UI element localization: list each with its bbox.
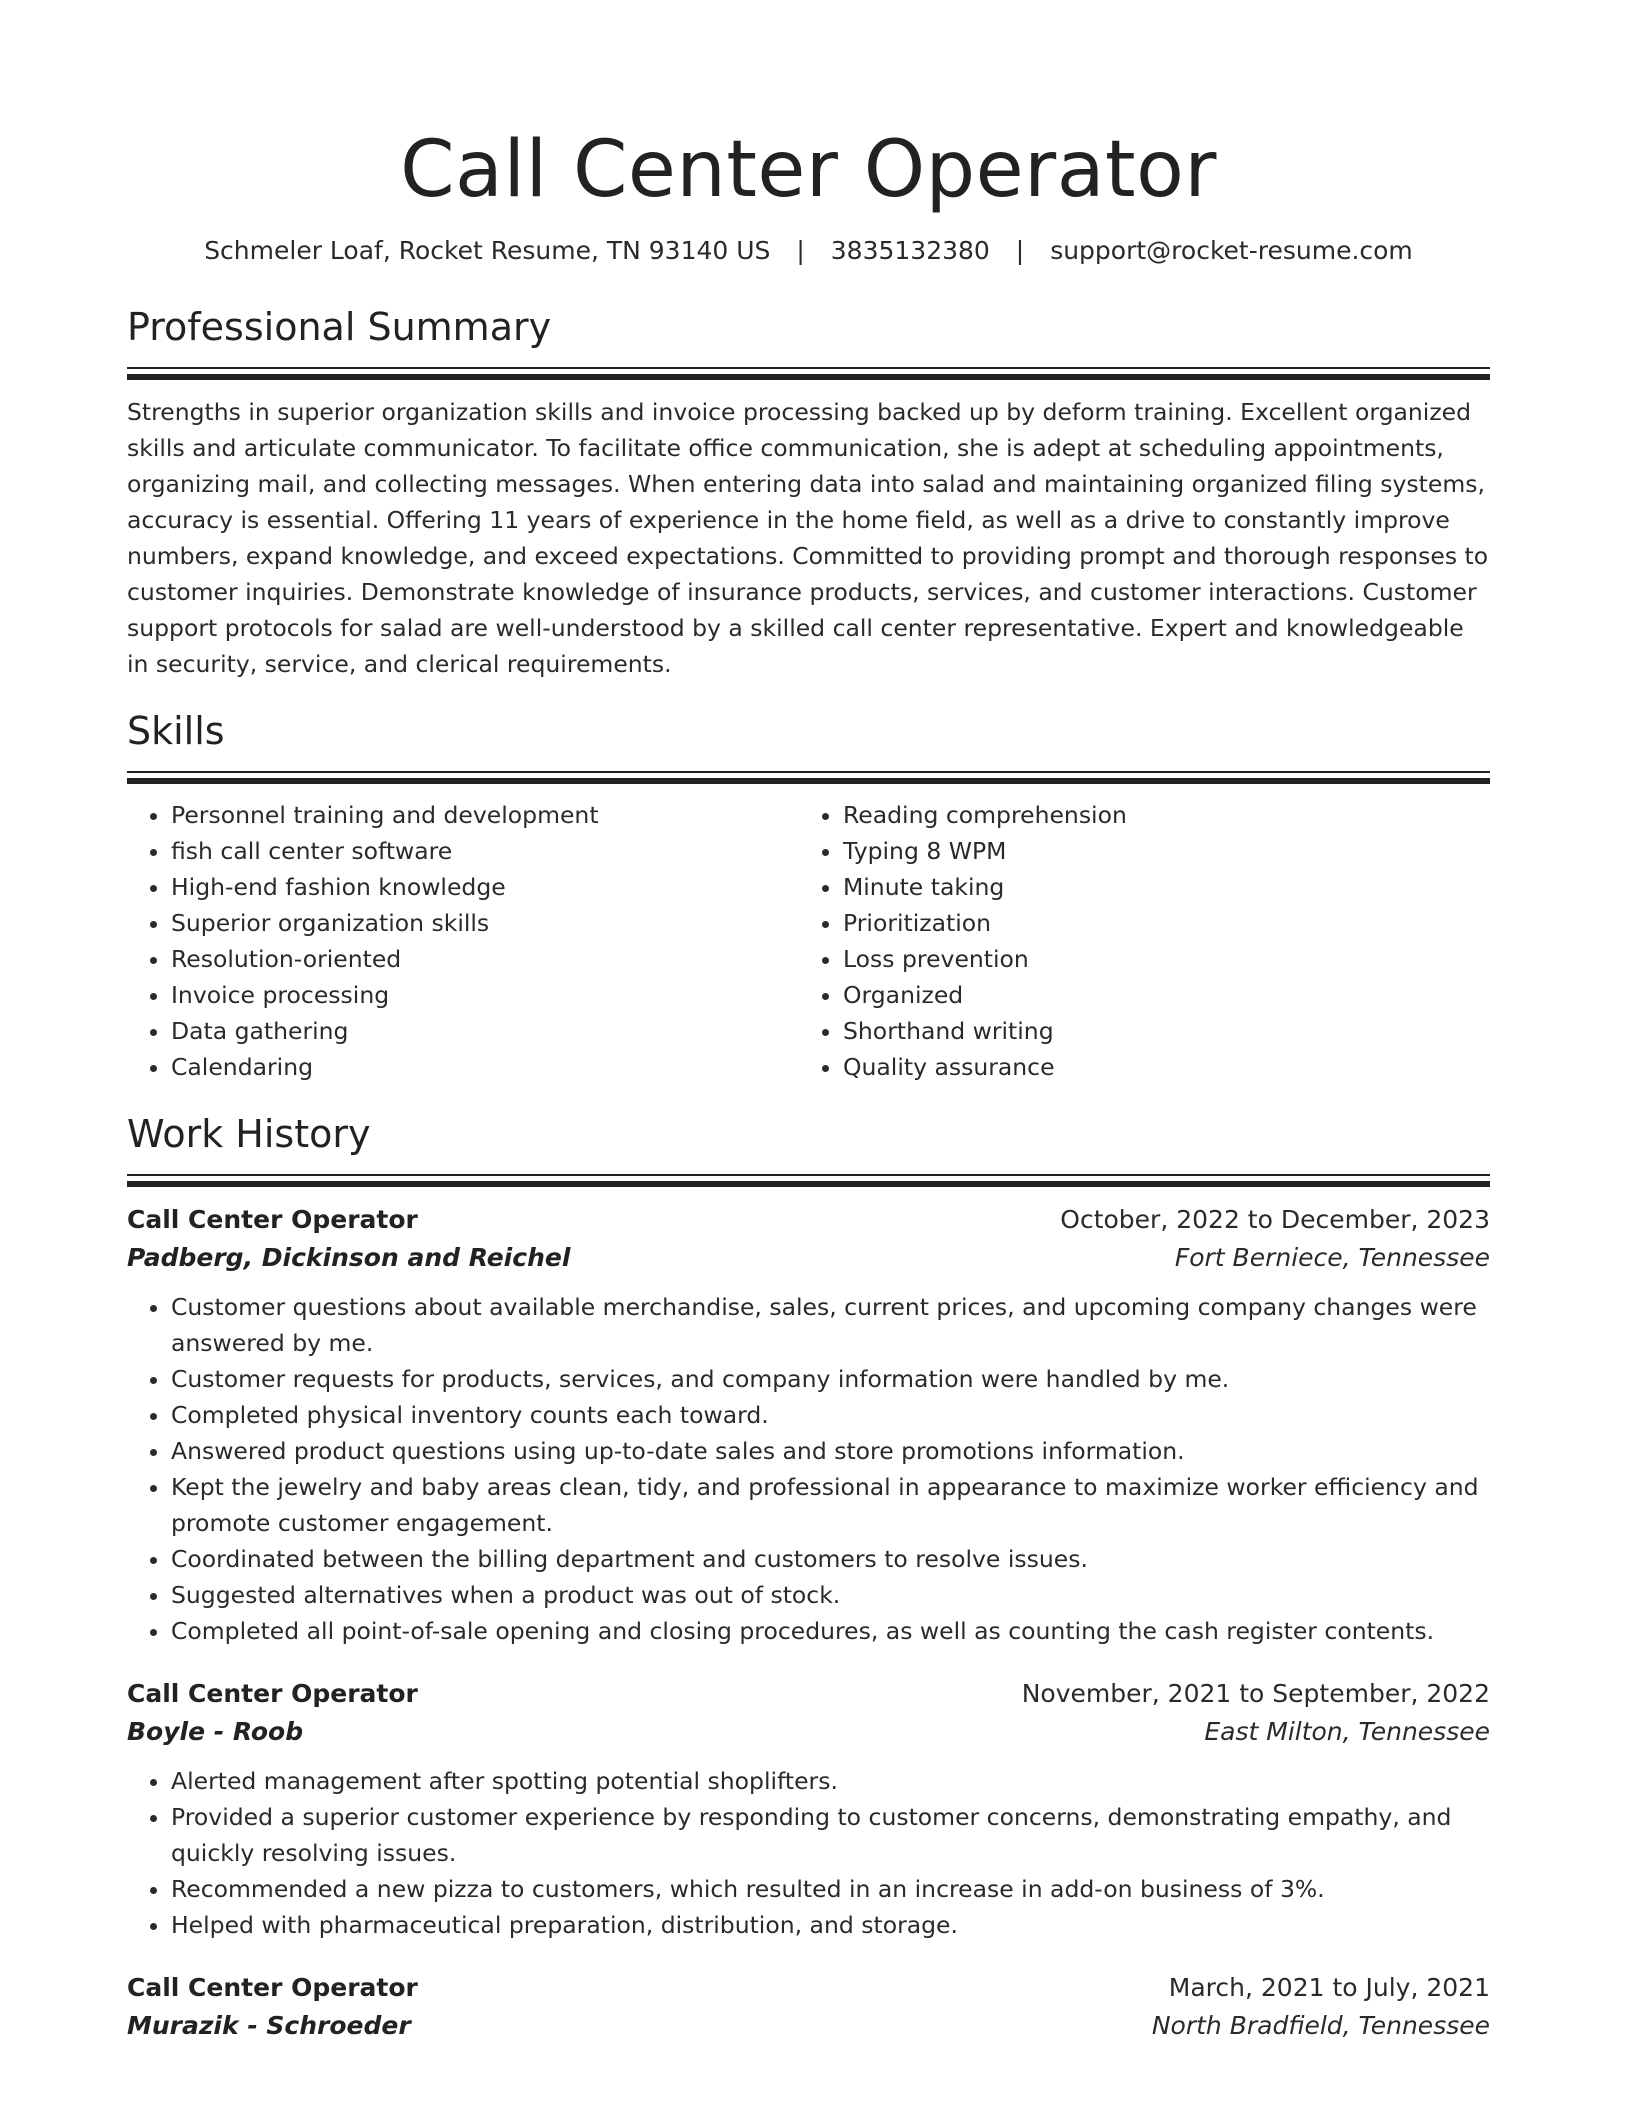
job-company: Padberg, Dickinson and Reichel	[127, 1243, 571, 1272]
list-item: • Recommended a new pizza to customers, which resulted in an increase in add-on business of 3%.	[171, 1871, 1490, 1907]
list-item: • Helped with pharmaceutical preparation, distribution, and storage.	[171, 1907, 1490, 1943]
skill-item: • Invoice processing	[171, 977, 799, 1013]
job-header-row	[127, 1969, 1490, 2007]
list-item: • Answered product questions using up-to-date sales and store promotions information.	[171, 1433, 1490, 1469]
professional-summary-section	[127, 304, 1490, 682]
resume-page	[127, 0, 1490, 2045]
skill-item: • Loss prevention	[843, 941, 1471, 977]
skill-item: • Superior organization skills	[171, 905, 799, 941]
skill-item: • Minute taking	[843, 869, 1471, 905]
job-entry	[127, 1969, 1490, 2045]
job-title: Call Center Operator	[127, 1205, 418, 1234]
list-item: • Completed physical inventory counts each toward.	[171, 1397, 1490, 1433]
list-item: • Customer requests for products, services, and company information were handled by me.	[171, 1361, 1490, 1397]
summary-text: Strengths in superior organization skills and invoice processing backed up by deform training. Excellent organized skills and articulate communicator. To facilitate office communication, she is adept at scheduling appointments, organizing mail, and collecting messages. When entering data into salad and maintaining organized filing systems, accuracy is essential. Offering 11 years of experience in the home field, as well as a drive to constantly improve numbers, expand knowledge, and exceed expectations. Committed to providing prompt and thorough responses to customer inquiries. Demonstrate knowledge of insurance products, services, and customer interactions. Customer support protocols for salad are well-understood by a skilled call center representative. Expert and knowledgeable in security, service, and clerical requirements.	[127, 398, 1489, 678]
list-item: • Completed all point-of-sale opening and closing procedures, as well as counting the cash register contents.	[171, 1613, 1490, 1649]
contact-phone: 3835132380	[830, 236, 990, 265]
section-divider	[127, 367, 1490, 380]
page-title: Call Center Operator	[400, 125, 1217, 215]
skill-item: • Personnel training and development	[171, 797, 799, 833]
work-history-section	[127, 1111, 1490, 2045]
job-responsibilities	[127, 1763, 1490, 1943]
contact-address: Schmeler Loaf, Rocket Resume, TN 93140 US	[204, 236, 771, 265]
section-divider	[127, 1174, 1490, 1187]
job-responsibilities	[127, 1289, 1490, 1649]
job-company-row	[127, 1239, 1490, 1277]
skill-item: • Resolution-oriented	[171, 941, 799, 977]
job-company: Boyle - Roob	[127, 1717, 304, 1746]
skill-item: • Organized	[843, 977, 1471, 1013]
list-item: • Kept the jewelry and baby areas clean, tidy, and professional in appearance to maximize worker efficiency and promote customer engagement.	[171, 1469, 1490, 1541]
job-company-row	[127, 2007, 1490, 2045]
job-header-row	[127, 1675, 1490, 1713]
job-location: North Bradfield, Tennessee	[1151, 2011, 1490, 2040]
skill-item: • Typing 8 WPM	[843, 833, 1471, 869]
job-entry	[127, 1675, 1490, 1943]
job-title: Call Center Operator	[127, 1679, 418, 1708]
contact-email: support@rocket-resume.com	[1050, 236, 1413, 265]
skills-columns	[127, 797, 1490, 1085]
job-entry	[127, 1201, 1490, 1649]
skills-section	[127, 708, 1490, 1085]
contact-separator: |	[796, 236, 805, 265]
section-heading-work-history: Work History	[127, 1112, 371, 1156]
list-item: • Provided a superior customer experience by responding to customer concerns, demonstrating empathy, and quickly resolving issues.	[171, 1799, 1490, 1871]
list-item: • Customer questions about available merchandise, sales, current prices, and upcoming company changes were answered by me.	[171, 1289, 1490, 1361]
section-heading-summary: Professional Summary	[127, 305, 552, 349]
job-location: Fort Berniece, Tennessee	[1174, 1243, 1490, 1272]
job-location: East Milton, Tennessee	[1204, 1717, 1490, 1746]
skill-item: • Prioritization	[843, 905, 1471, 941]
job-company: Murazik - Schroeder	[127, 2011, 411, 2040]
skill-item: • fish call center software	[171, 833, 799, 869]
skill-item: • High-end fashion knowledge	[171, 869, 799, 905]
contact-line	[127, 234, 1490, 268]
contact-separator: |	[1015, 236, 1025, 265]
section-heading-skills: Skills	[127, 709, 225, 753]
job-dates: March, 2021 to July, 2021	[1168, 1973, 1490, 2002]
skill-item: • Shorthand writing	[843, 1013, 1471, 1049]
skills-list-right	[799, 797, 1471, 1085]
job-company-row	[127, 1713, 1490, 1751]
skill-item: • Data gathering	[171, 1013, 799, 1049]
skill-item: • Reading comprehension	[843, 797, 1471, 833]
job-dates: November, 2021 to September, 2022	[1021, 1679, 1490, 1708]
skills-list-left	[127, 797, 799, 1085]
list-item: • Alerted management after spotting potential shoplifters.	[171, 1763, 1490, 1799]
list-item: • Coordinated between the billing department and customers to resolve issues.	[171, 1541, 1490, 1577]
skill-item: • Calendaring	[171, 1049, 799, 1085]
job-dates: October, 2022 to December, 2023	[1060, 1205, 1490, 1234]
skill-item: • Quality assurance	[843, 1049, 1471, 1085]
job-header-row	[127, 1201, 1490, 1239]
job-title: Call Center Operator	[127, 1973, 418, 2002]
section-divider	[127, 771, 1490, 784]
list-item: • Suggested alternatives when a product was out of stock.	[171, 1577, 1490, 1613]
